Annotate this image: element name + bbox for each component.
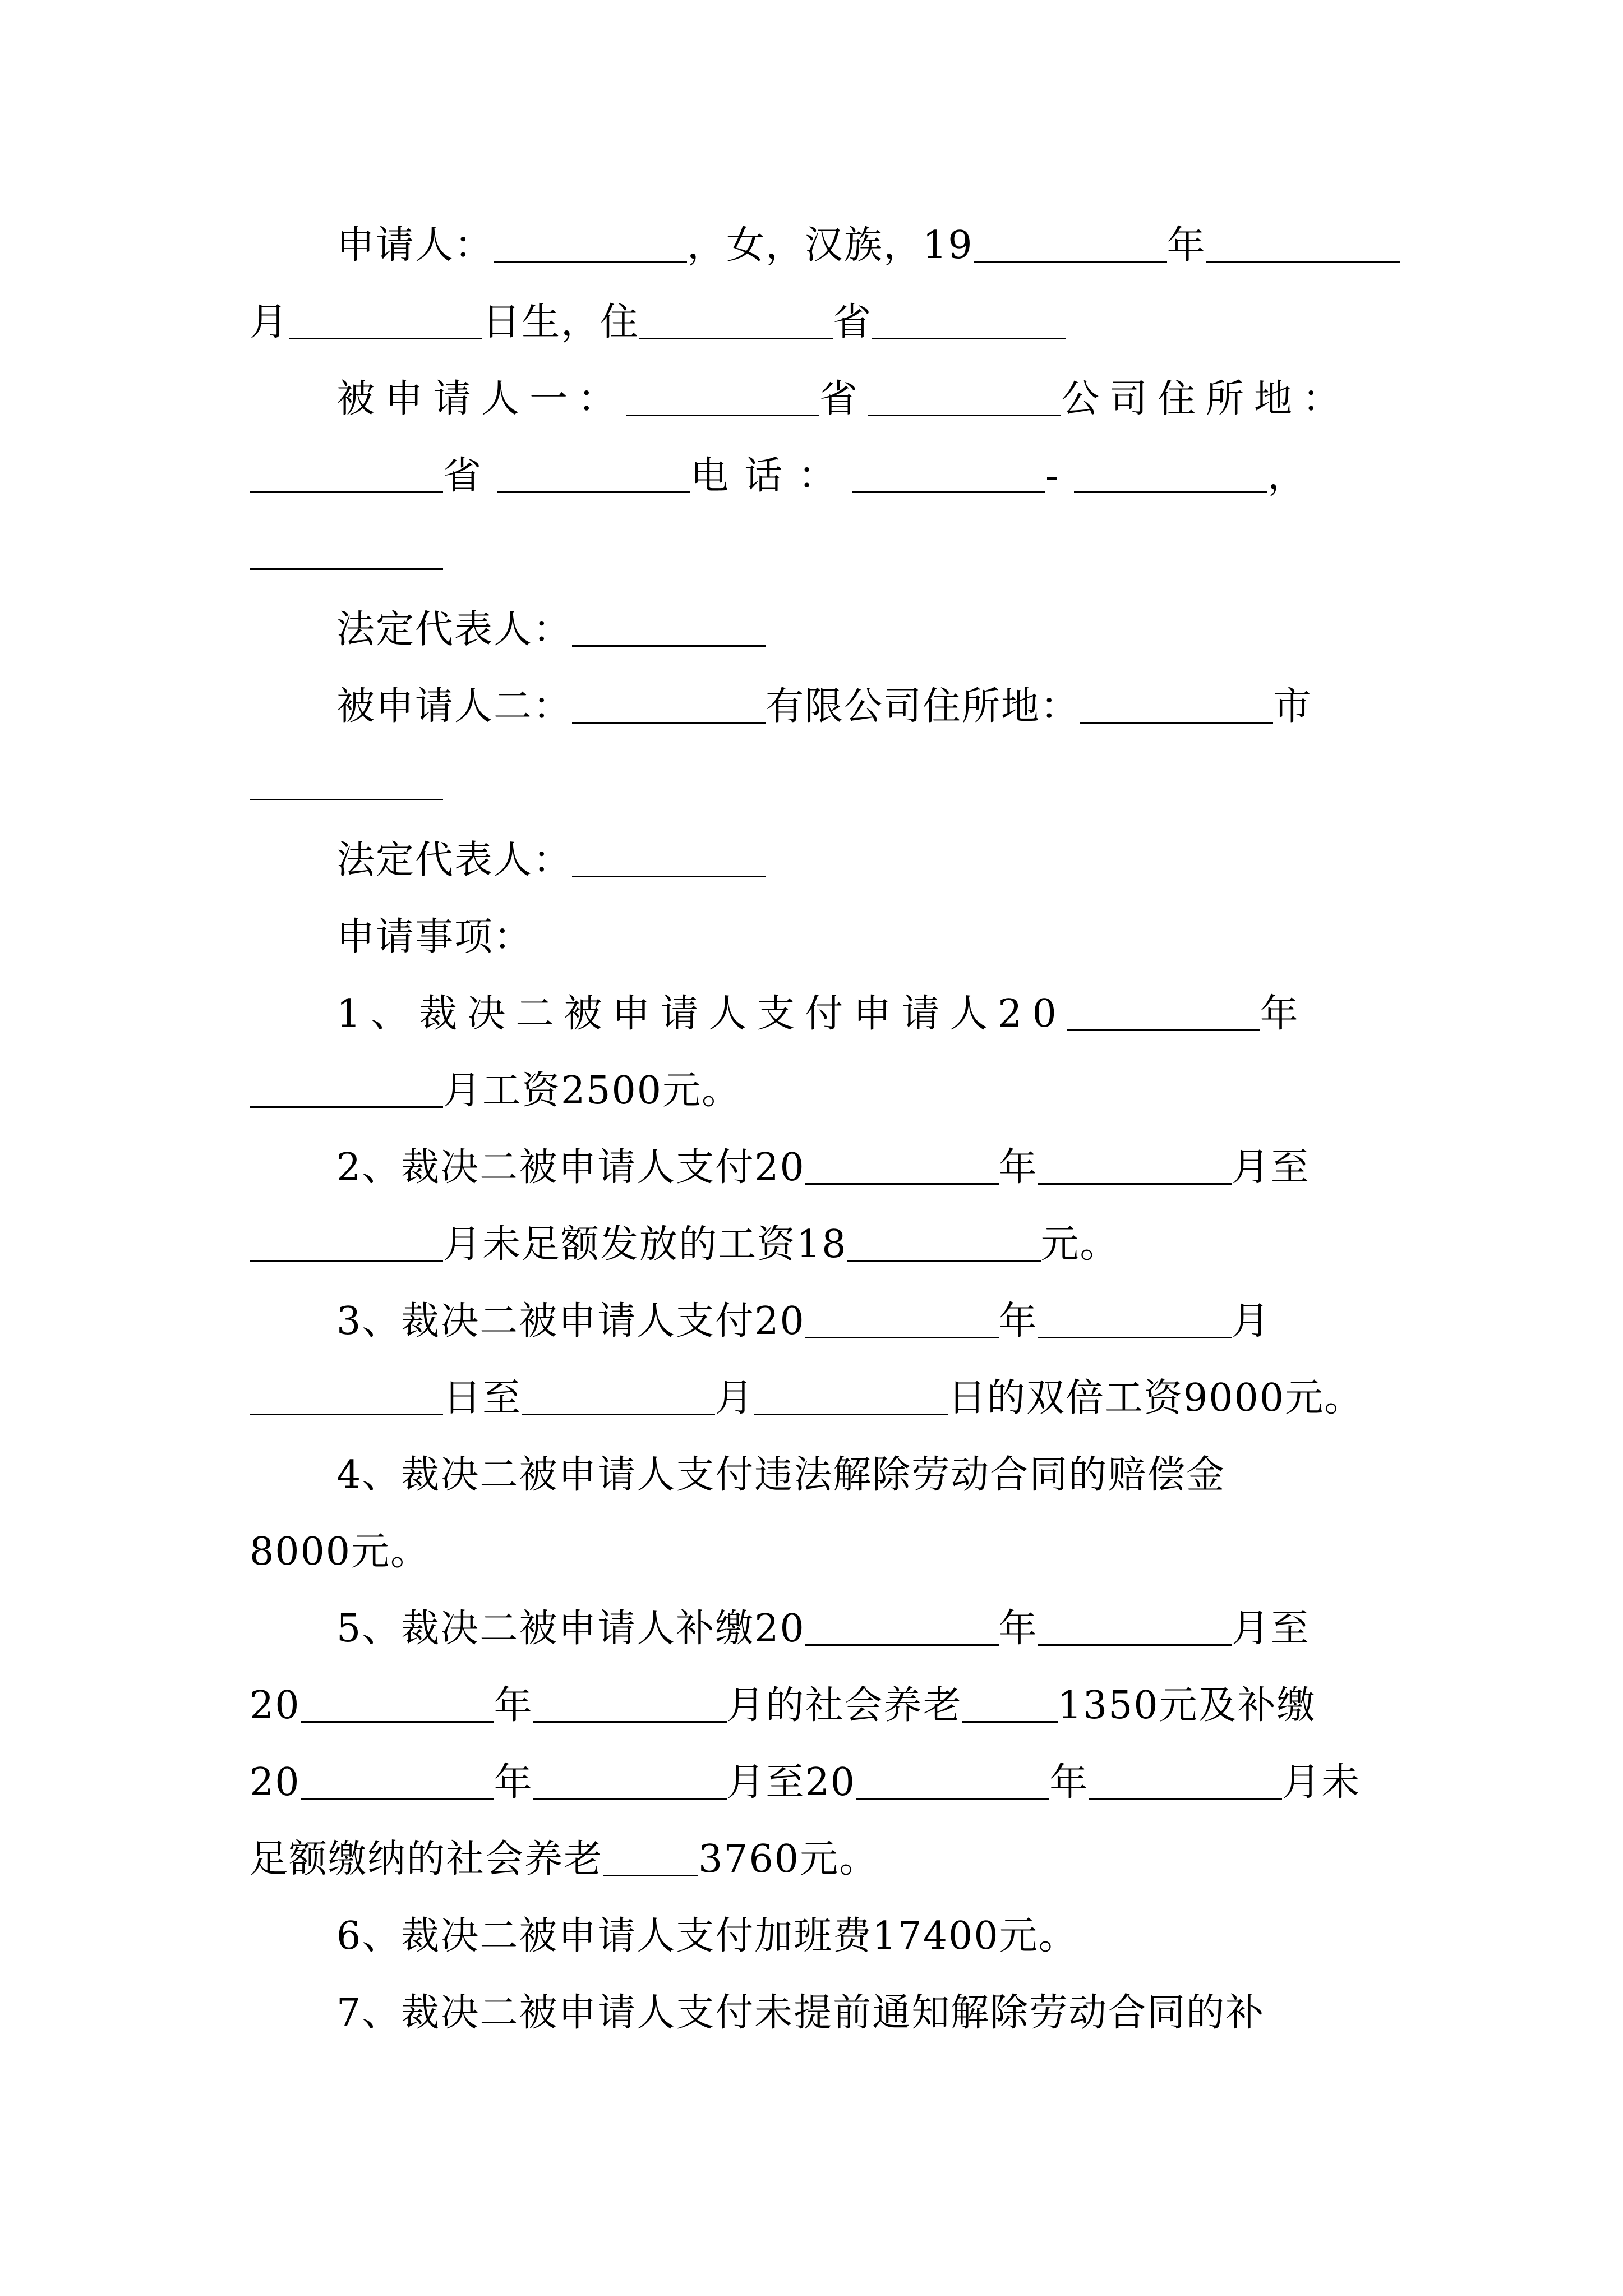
claim-5-start-month-blank	[1038, 1611, 1232, 1646]
supplement-end-month-blank	[1089, 1764, 1282, 1800]
month-to-year-label: 月至20	[726, 1760, 856, 1805]
social-pension-label: 足额缴纳的社会养老	[250, 1837, 603, 1881]
pension-shortfall-blank	[603, 1841, 698, 1876]
year-label: 年	[998, 1607, 1038, 1651]
claim-4-line-1	[336, 1444, 1388, 1506]
address-province-blank	[250, 458, 443, 493]
birth-day-blank	[289, 304, 482, 339]
phone-separator: -	[1045, 454, 1075, 498]
claim-1-text: 1、裁决二被申请人支付申请人20	[336, 992, 1067, 1036]
year-label: 年	[494, 1683, 533, 1728]
shortfall-amount-text: 3760元。	[698, 1837, 879, 1881]
phone-number-blank	[1074, 458, 1267, 493]
respondent-one-phone-line	[250, 445, 1388, 507]
year-label: 年	[1260, 992, 1308, 1036]
claim-3-line-2	[250, 1368, 1388, 1429]
company-address-label: 公司住所地：	[1061, 377, 1351, 421]
legal-representative-line-two	[336, 830, 1388, 891]
respondent-two-label: 被申请人二：	[336, 684, 573, 729]
respondent-one-company-blank	[868, 381, 1061, 416]
month-label: 月	[250, 300, 289, 344]
residence-address-blank	[872, 304, 1066, 339]
birth-year-blank	[974, 227, 1167, 263]
claim-3-end-month-blank	[522, 1380, 715, 1415]
claim-1-month-blank	[250, 1073, 443, 1108]
applicant-line	[336, 215, 1388, 277]
month-label: 月	[1231, 1299, 1271, 1343]
pension-amount-blank	[962, 1687, 1058, 1723]
claim-5-end-year-blank	[301, 1687, 494, 1723]
claim-2-month-blank	[1038, 1149, 1232, 1185]
supplement-start-year-blank	[301, 1764, 494, 1800]
supplement-end-year-blank	[856, 1764, 1049, 1800]
province-label: 省	[833, 300, 873, 344]
claim-6-text: 6、裁决二被申请人支付加班费17400元。	[336, 1914, 1078, 1958]
phone-area-blank	[852, 458, 1045, 493]
applicant-details: ，女，汉族，19	[687, 223, 974, 268]
province-label: 省	[819, 377, 868, 421]
claim-5-line-1	[336, 1598, 1388, 1660]
applicant-label: 申请人：	[336, 223, 494, 268]
claim-3-end-day-blank	[754, 1380, 948, 1415]
claim-2-amount-blank	[847, 1226, 1041, 1262]
claims-heading	[336, 907, 1388, 968]
city-blank	[1080, 688, 1273, 724]
residence-province-blank	[639, 304, 833, 339]
claim-6-line	[336, 1906, 1388, 1967]
year-label: 年	[1049, 1760, 1089, 1805]
name-blank	[494, 227, 687, 263]
respondent-two-company-blank	[572, 688, 766, 724]
respondent-one-province-blank	[626, 381, 819, 416]
pension-amount-text: 1350元及补缴	[1057, 1683, 1316, 1728]
claim-4-amount-text: 8000元。	[250, 1530, 430, 1574]
claim-3-amount-text: 日的双倍工资9000元。	[948, 1376, 1364, 1420]
claim-4-text: 4、裁决二被申请人支付违法解除劳动合同的赔偿金	[336, 1453, 1226, 1497]
claim-2-line-1	[336, 1137, 1388, 1199]
claim-2-end-month-blank	[250, 1226, 443, 1262]
birth-address-line	[250, 292, 1388, 353]
claim-3-month-blank	[1038, 1303, 1232, 1338]
claim-5-end-month-blank	[533, 1687, 727, 1723]
claim-2-line-2	[250, 1214, 1388, 1276]
year-label: 年	[494, 1760, 533, 1805]
province-label: 省	[443, 454, 497, 498]
claim-5-line-2	[250, 1675, 1388, 1737]
legal-representative-blank	[572, 611, 766, 647]
birth-month-blank	[1206, 227, 1400, 263]
respondent-two-line	[336, 676, 1388, 738]
birth-residence-label: 日生，住	[482, 300, 640, 344]
year-label: 年	[998, 1145, 1038, 1190]
claim-7-text: 7、裁决二被申请人支付未提前通知解除劳动合同的补	[336, 1991, 1265, 2035]
year-label: 年	[1166, 223, 1206, 268]
legal-representative-label: 法定代表人：	[336, 608, 573, 652]
year-label: 年	[998, 1299, 1038, 1343]
legal-representative-label: 法定代表人：	[336, 838, 573, 882]
respondent-two-continuation-line	[250, 753, 1388, 815]
day-to-label: 日至	[443, 1376, 522, 1420]
month-to-label: 月至	[1231, 1607, 1310, 1651]
respondent-one-line	[336, 369, 1388, 430]
social-pension-label: 月的社会养老	[726, 1683, 962, 1728]
respondent-two-address-blank	[250, 765, 443, 800]
claim-1-line-1	[336, 983, 1388, 1045]
claim-4-line-2	[250, 1521, 1388, 1583]
currency-label: 元。	[1040, 1222, 1119, 1267]
legal-representative-line-one	[336, 599, 1388, 661]
claim-2-year-blank	[805, 1149, 999, 1185]
address-detail-blank	[497, 458, 690, 493]
claim-3-start-day-blank	[250, 1380, 443, 1415]
legal-representative-blank	[572, 842, 766, 877]
claim-5-text: 5、裁决二被申请人补缴20	[336, 1607, 805, 1651]
claim-5-line-3	[250, 1752, 1388, 1814]
month-not-label: 月未	[1282, 1760, 1361, 1805]
phone-label: 电话：	[690, 454, 852, 498]
year-prefix: 20	[250, 1760, 301, 1805]
month-label: 月	[715, 1376, 755, 1420]
claim-3-text: 3、裁决二被申请人支付20	[336, 1299, 805, 1343]
company-address-label: 有限公司住所地：	[766, 684, 1080, 729]
claim-2-wage-text: 月未足额发放的工资18	[443, 1222, 847, 1267]
year-prefix: 20	[250, 1683, 301, 1728]
claim-1-line-2	[250, 1060, 1388, 1122]
claims-title: 申请事项：	[336, 915, 533, 959]
claim-3-line-1	[336, 1291, 1388, 1352]
continuation-blank-line	[250, 522, 1388, 584]
respondent-one-label: 被申请人一：	[336, 377, 626, 421]
claim-5-line-4	[250, 1829, 1388, 1890]
claim-1-wage-text: 月工资2500元。	[443, 1069, 741, 1113]
claim-5-start-year-blank	[805, 1611, 999, 1646]
comma: ，	[1267, 454, 1322, 498]
claim-3-year-blank	[805, 1303, 999, 1338]
claim-7-line	[336, 1982, 1388, 2044]
claim-1-year-blank	[1067, 996, 1260, 1031]
supplement-start-month-blank	[533, 1764, 727, 1800]
month-to-label: 月至	[1231, 1145, 1310, 1190]
city-label: 市	[1273, 684, 1313, 729]
continuation-blank	[250, 535, 443, 570]
claim-2-text: 2、裁决二被申请人支付20	[336, 1145, 805, 1190]
